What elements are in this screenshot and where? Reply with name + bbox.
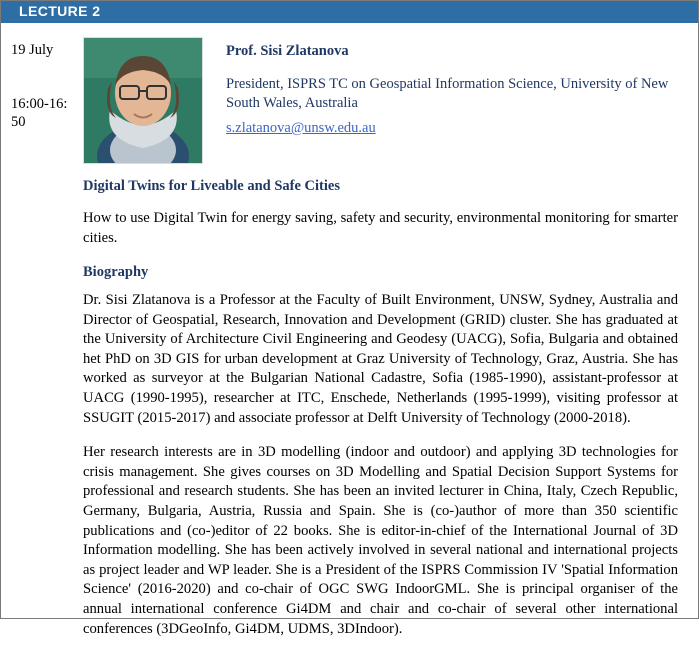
- speaker-role: President, ISPRS TC on Geospatial Information Science, University of New South Wales, Australia: [226, 76, 669, 111]
- schedule-column: [11, 41, 73, 131]
- speaker-info: [226, 43, 676, 137]
- biography-paragraph-1: Dr. Sisi Zlatanova is a Professor at the Faculty of Built Environment, UNSW, Sydney, Australia and Director of Geospatial, Research, Innovation and Development (GRID) cluster. She has graduated at the University of Architecture Civil Engineering and Geodesy (UACG), Sofia, Bulgaria and obtained het PhD on 3D GIS for urban development at Graz University of Technology, Graz, Austria. She has worked as surveyor at the Bulgarian National Cadastre, Sofia (1985-1990), assistant-professor at UACG (1990-1995), researcher at ITC, Enschede, Netherlands (1995-1999), visiting professor at SSUGIT (2015-2017) and associate professor at Delft University of Technology (2000-2018).: [83, 292, 678, 426]
- speaker-portrait-icon: [84, 38, 202, 163]
- lecture-banner: [1, 1, 698, 23]
- lecture-time: 16:00-16:50: [11, 96, 68, 130]
- lecture-banner-label: LECTURE 2: [19, 3, 101, 19]
- biography-heading: Biography: [83, 264, 149, 280]
- biography-paragraph-2: Her research interests are in 3D modelling (indoor and outdoor) and applying 3D technologies for crisis management. She gives courses on 3D Modelling and Spatial Decision Support Systems for professional and research students. She has been an invited lecturer in China, Italy, Czech Republic, Germany, Bulgaria, Austria, Russia and Spain. She is (co-)author of more than 350 scientific publications and (co-)editor of 22 books. She is editor-in-chief of the International Journal of 3D Information modelling. She has been actively involved in several national and international projects as project leader and WP leader. She is a President of the ISPRS Commission IV 'Spatial Information Science' (2016-2020) and co-chair of OGC SWG IndoorGML. She is principal organiser of the annual international conference Gi4DM and chair and co-chair of several other international conferences (3DGeoInfo, Gi4DM, UDMS, 3DIndoor).: [83, 444, 678, 637]
- speaker-photo: [83, 37, 203, 164]
- talk-title: Digital Twins for Liveable and Safe Cities: [83, 178, 340, 194]
- lecture-body: [83, 178, 678, 654]
- speaker-email-link[interactable]: s.zlatanova@unsw.edu.au: [226, 120, 376, 136]
- talk-abstract: How to use Digital Twin for energy saving, safety and security, environmental monitoring for smarter cities.: [83, 210, 678, 246]
- speaker-name: Prof. Sisi Zlatanova: [226, 43, 349, 59]
- lecture-date: 19 July: [11, 42, 54, 58]
